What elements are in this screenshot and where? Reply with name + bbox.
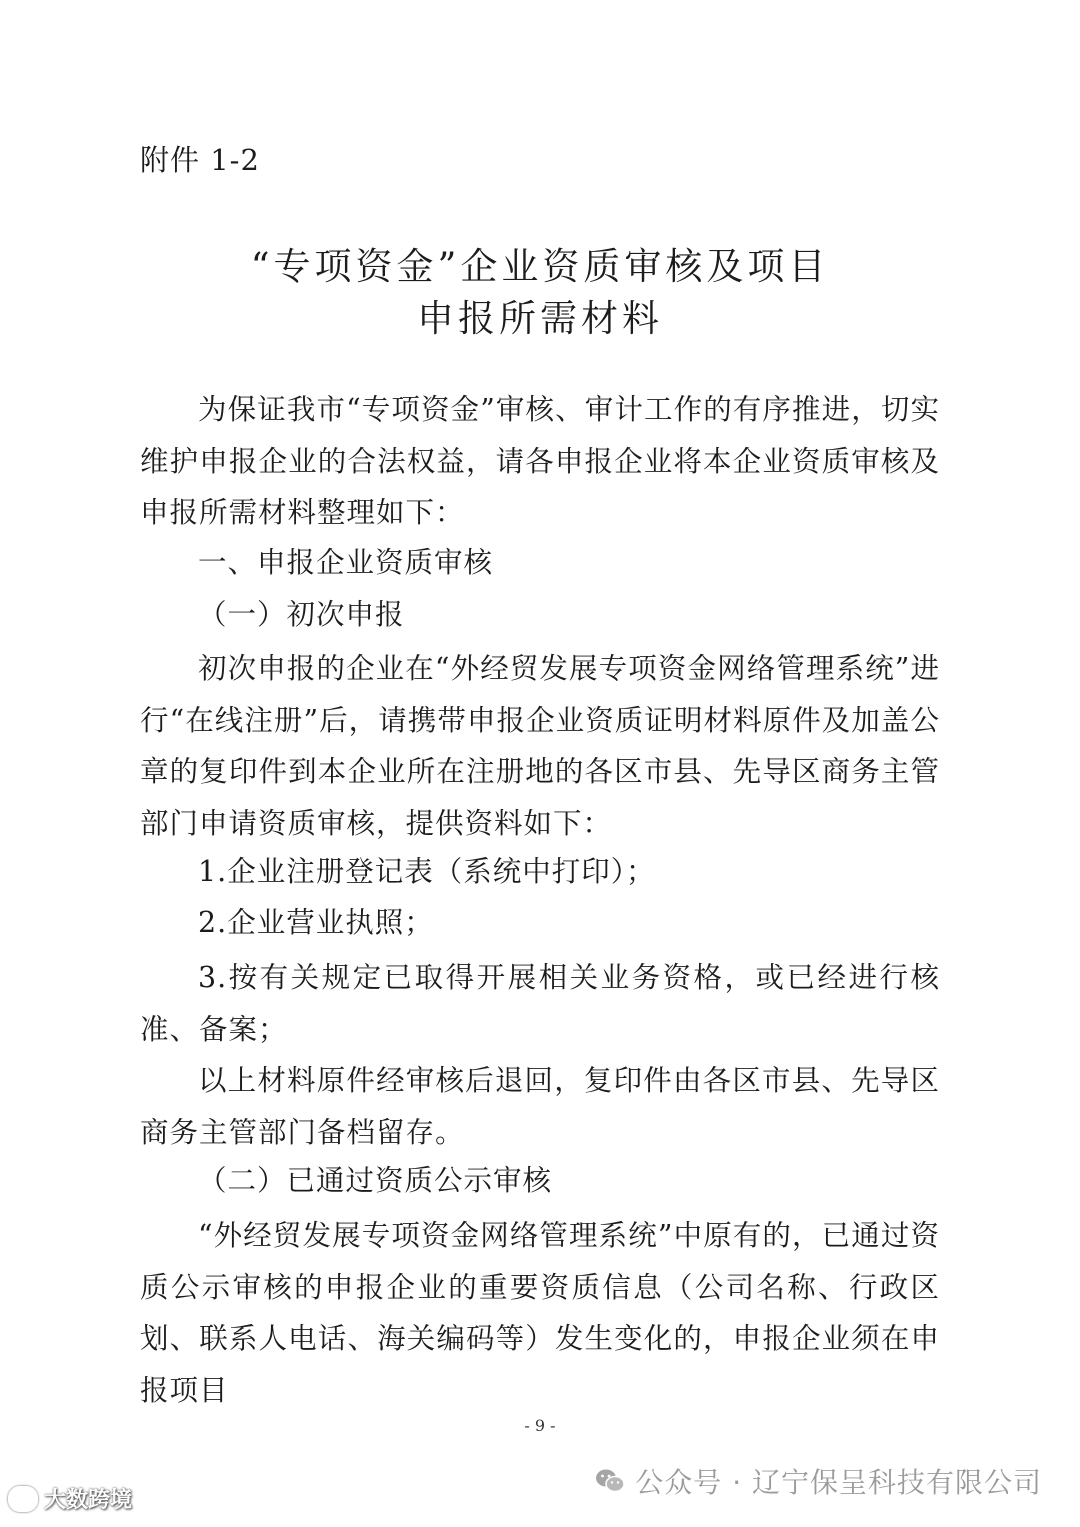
list-item-3: 3.按有关规定已取得开展相关业务资格，或已经进行核准、备案； bbox=[140, 961, 940, 1046]
wechat-icon bbox=[595, 1468, 625, 1494]
corner-watermark bbox=[8, 1483, 132, 1514]
page-number: - 9 - bbox=[524, 1416, 556, 1435]
list-item-1: 1.企业注册登记表（系统中打印）； bbox=[198, 855, 656, 888]
watermark-logo-icon bbox=[8, 1486, 38, 1512]
subsection-2-body: “外经贸发展专项资金网络管理系统”中原有的，已通过资质公示审核的申报企业的重要资质信息（公司名称、行政区划、联系人电话、海关编码等）发生变化的，申报企业须在申报项目 bbox=[140, 1219, 940, 1407]
wechat-watermark bbox=[595, 1461, 1042, 1501]
subsection-2-heading: （二）已通过资质公示审核 bbox=[198, 1164, 553, 1197]
intro-paragraph: 为保证我市“专项资金”审核、审计工作的有序推进，切实维护申报企业的合法权益，请各申报企业将本企业资质审核及申报所需材料整理如下： bbox=[140, 393, 940, 529]
title-line-2: 申报所需材料 bbox=[417, 297, 663, 340]
attachment-label: 附件 1-2 bbox=[140, 143, 260, 177]
list-item-2: 2.企业营业执照； bbox=[198, 906, 434, 939]
subsection-1-note: 以上材料原件经审核后退回，复印件由各区市县、先导区商务主管部门备档留存。 bbox=[140, 1064, 940, 1149]
section-1-heading: 一、申报企业资质审核 bbox=[198, 546, 494, 579]
subsection-1-body: 初次申报的企业在“外经贸发展专项资金网络管理系统”进行“在线注册”后，请携带申报企业资质证明材料原件及加盖公章的复印件到本企业所在注册地的各区市县、先导区商务主管部门申请资质审核，提供资料如下： bbox=[140, 652, 940, 840]
wechat-watermark-text: 公众号 · 辽宁保呈科技有限公司 bbox=[635, 1466, 1042, 1499]
title-line-1: “专项资金”企业资质审核及项目 bbox=[250, 245, 830, 288]
subsection-1-heading: （一）初次申报 bbox=[198, 598, 405, 631]
corner-watermark-text: 大数跨境 bbox=[44, 1488, 133, 1513]
